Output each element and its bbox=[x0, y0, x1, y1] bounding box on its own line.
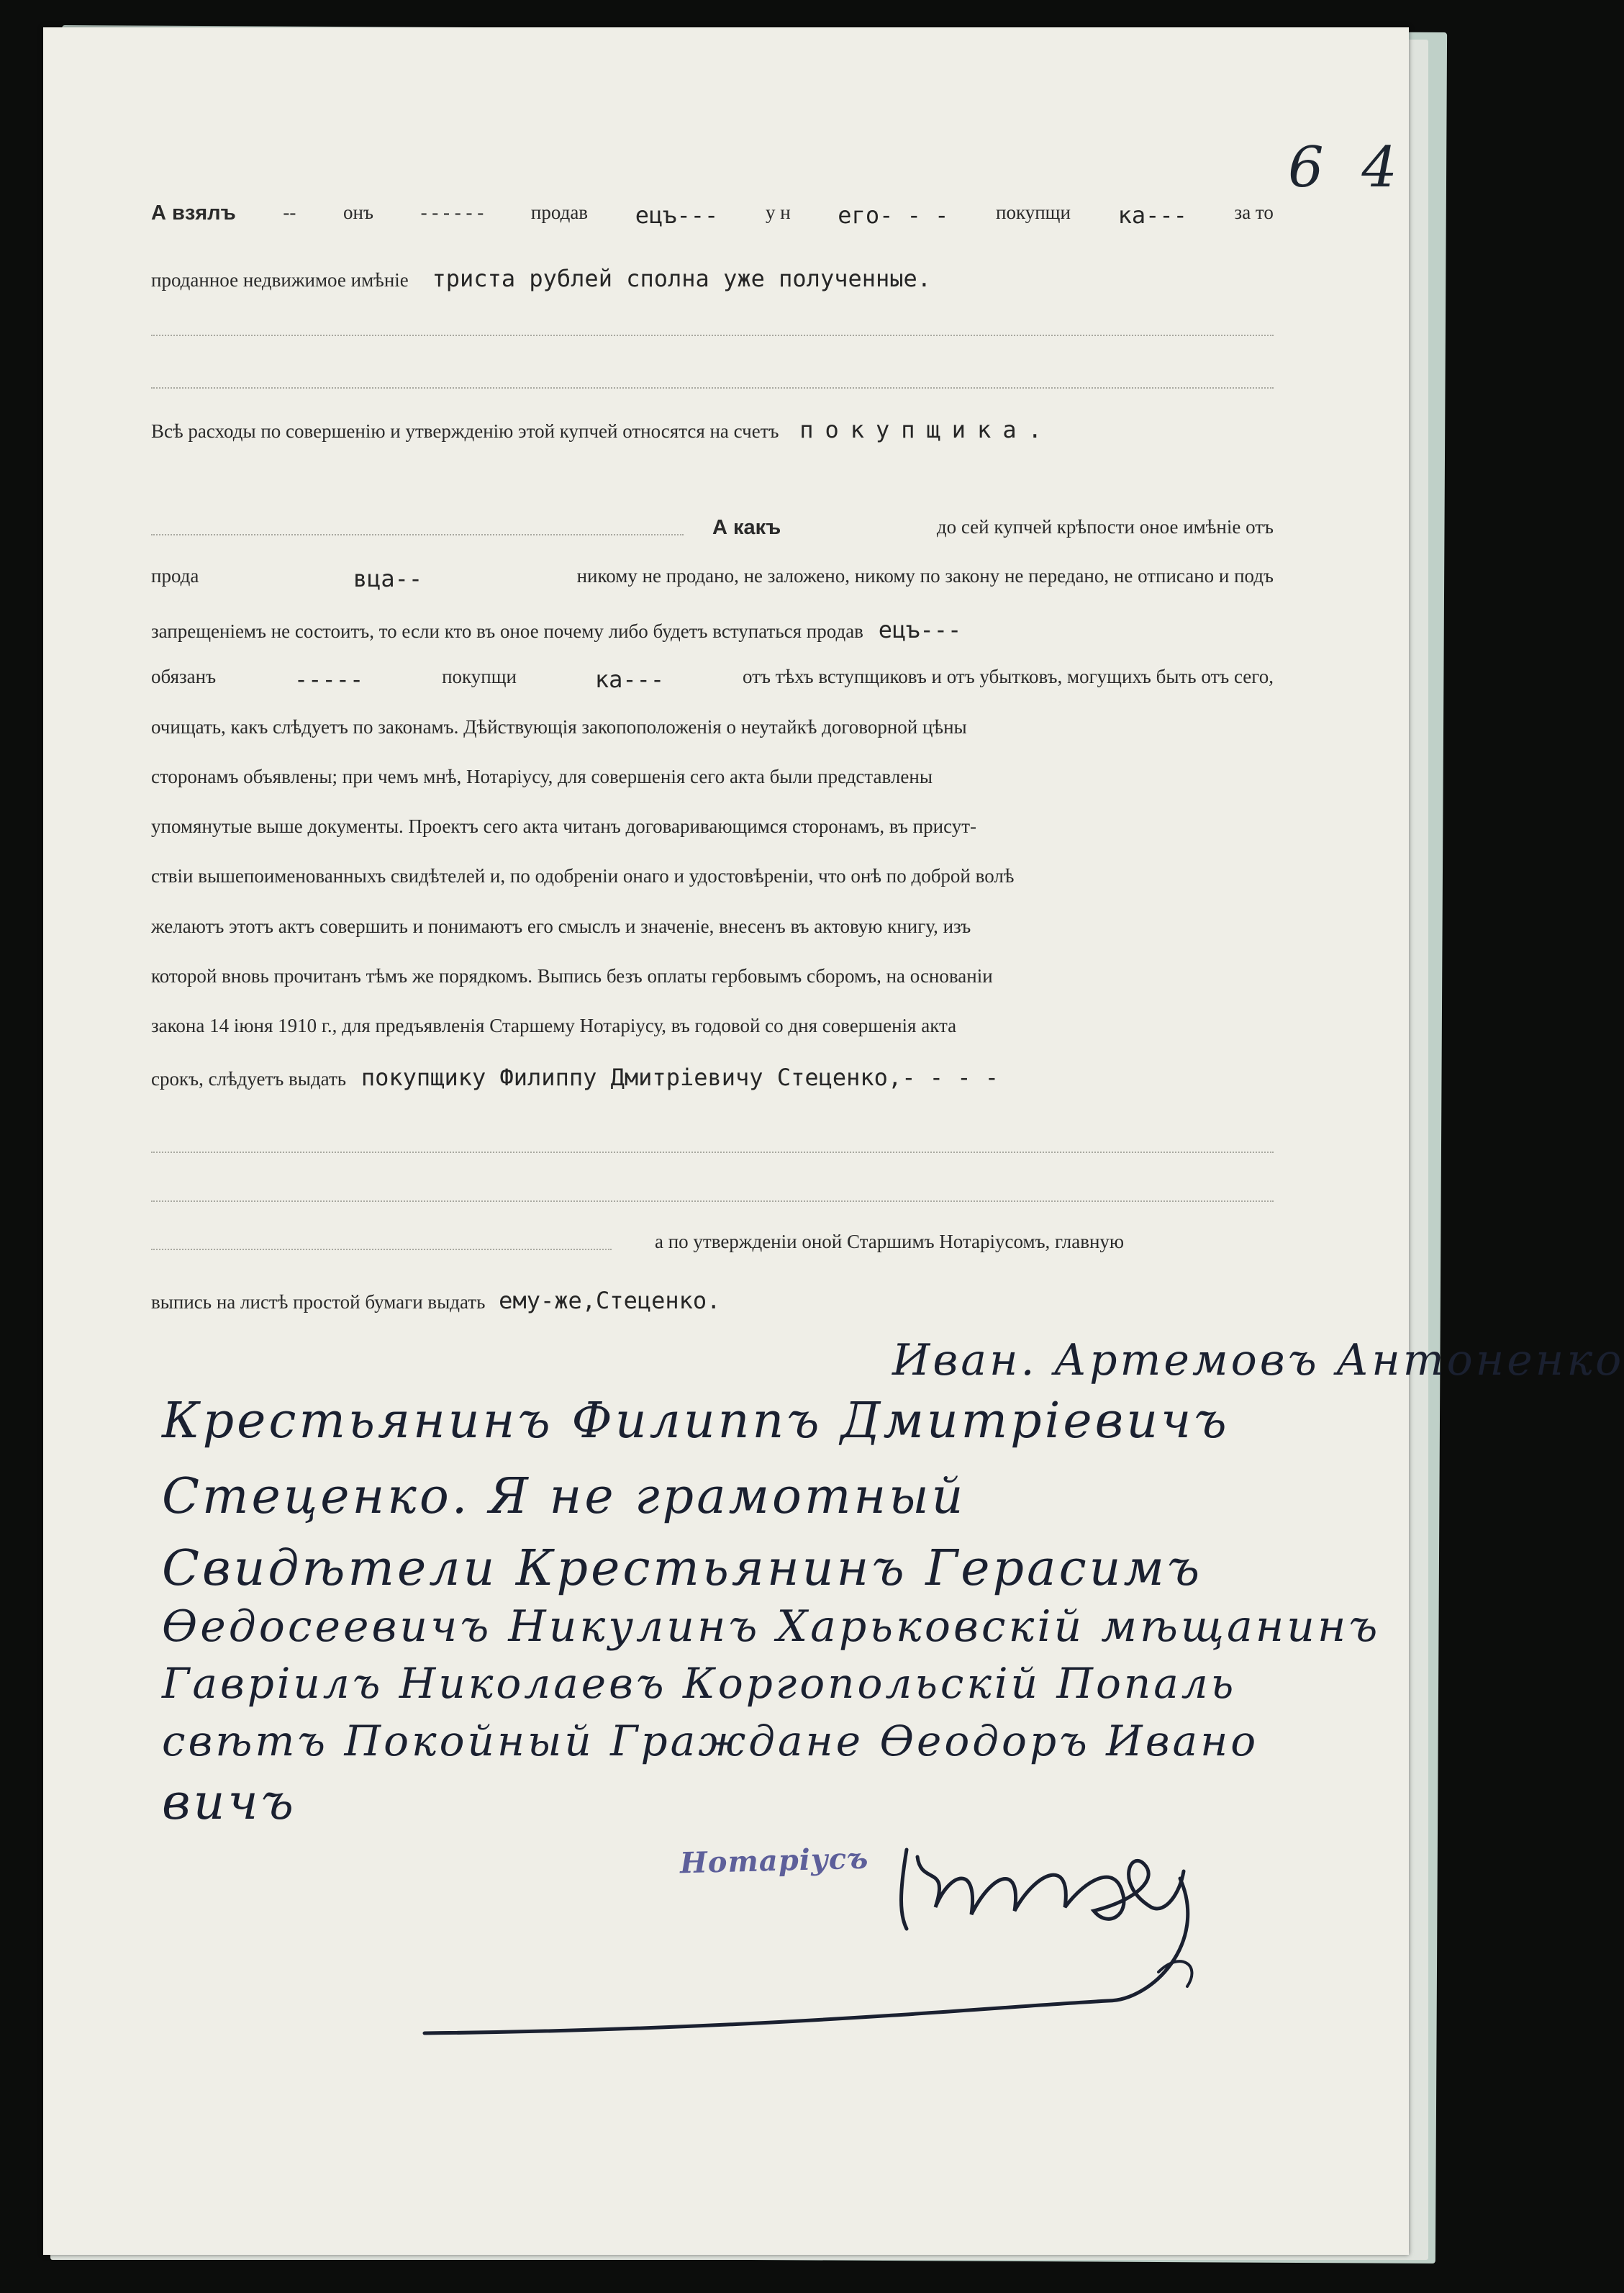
body-line5: очищать, какъ слѣдуетъ по законамъ. Дѣйствующія закопоположенія о неутайкѣ договорной цѣны bbox=[151, 716, 967, 738]
clause1-word1: онъ bbox=[343, 202, 373, 223]
clause1-line2-text: проданное недвижимое имѣніе bbox=[151, 269, 409, 291]
body-line1 bbox=[712, 516, 1274, 540]
clause1-typed1: ецъ--- bbox=[635, 202, 719, 229]
closing-line2-typed: ему-же,Стеценко. bbox=[499, 1287, 721, 1314]
dotted-rule bbox=[151, 534, 684, 535]
body-line8: ствіи вышепоименованныхъ свидѣтелей и, по одобреніи онаго и удостовѣреніи, что онѣ по доброй волѣ bbox=[151, 865, 1015, 887]
body-line1-text: до сей купчей крѣпости оное имѣніе отъ bbox=[936, 516, 1274, 538]
handwriting-line: Свидѣтели Крестьянинъ Герасимъ bbox=[162, 1540, 1203, 1597]
handwriting-line: Гавріилъ Николаевъ Коргопольскій Попаль bbox=[162, 1659, 1237, 1708]
clause1-dash1: -- bbox=[283, 202, 296, 223]
body-line2-typed: вца-- bbox=[353, 565, 423, 592]
body-line4-a: обязанъ bbox=[151, 666, 217, 687]
body-line2 bbox=[151, 565, 1274, 592]
clause1-word4: покупщи bbox=[996, 202, 1071, 223]
body-line4-b: покупщи bbox=[442, 666, 517, 687]
body-line6: сторонамъ объявлены; при чемъ мнѣ, Нотаріусу, для совершенія сего акта были представлены bbox=[151, 766, 933, 787]
body-line4 bbox=[151, 666, 1274, 693]
clause1-line2-typed: триста рублей сполна уже полученные. bbox=[432, 265, 932, 292]
dotted-rule bbox=[151, 1200, 1274, 1202]
clause1-line2 bbox=[151, 265, 1274, 292]
body-line7: упомянутые выше документы. Проектъ сего акта читанъ договаривающимся сторонамъ, въ присут- bbox=[151, 815, 976, 837]
body-line11: закона 14 іюня 1910 г., для предъявленія Старшему Нотаріусу, въ годовой со дня совершенія акта bbox=[151, 1015, 957, 1036]
dotted-rule bbox=[151, 1249, 612, 1250]
clause2-text: Всѣ расходы по совершенію и утвержденію этой купчей относятся на счетъ bbox=[151, 420, 779, 442]
body-line3 bbox=[151, 616, 1274, 643]
clause2-line bbox=[151, 416, 1317, 443]
page-number: 6 4 bbox=[1288, 135, 1408, 200]
closing-line2-a: выпись на листѣ простой бумаги выдать bbox=[151, 1291, 486, 1313]
body-line12-typed: покупщику Филиппу Дмитріевичу Стеценко,- - - - bbox=[360, 1064, 999, 1091]
body-line3-a: запрещеніемъ не состоитъ, то если кто въ оное почему либо будетъ вступаться продав bbox=[151, 620, 863, 642]
handwriting-line: Иван. Артемовъ Антоненко bbox=[892, 1335, 1624, 1385]
clause1-typed3: ка--- bbox=[1117, 202, 1187, 229]
body-line3-typed: ецъ--- bbox=[878, 616, 962, 643]
body-line4-typed1: ----- bbox=[294, 666, 364, 693]
clause1-word3: у н bbox=[765, 202, 791, 223]
clause1-lead: А взялъ bbox=[151, 202, 236, 225]
dotted-rule bbox=[151, 335, 1274, 336]
clause1-word2: продав bbox=[530, 202, 589, 223]
handwriting-line: Стеценко. Я не грамотный bbox=[162, 1468, 966, 1525]
dotted-rule bbox=[151, 387, 1274, 389]
body-lead: А какъ bbox=[712, 516, 781, 539]
body-line12-a: срокъ, слѣдуетъ выдать bbox=[151, 1068, 347, 1090]
clause2-typed: покупщика. bbox=[799, 416, 1053, 443]
body-line4-c: отъ тѣхъ вступщиковъ и отъ убытковъ, могущихъ быть отъ сего, bbox=[743, 666, 1274, 687]
body-line10: которой вновь прочитанъ тѣмъ же порядкомъ. Выпись безъ оплаты гербовымъ сборомъ, на основаніи bbox=[151, 965, 993, 987]
notary-stamp: Нотаріусъ bbox=[679, 1841, 869, 1881]
body-line12 bbox=[151, 1064, 1274, 1091]
clause1-line1 bbox=[151, 202, 1274, 229]
clause1-word5: за то bbox=[1234, 202, 1274, 223]
handwriting-line: Крестьянинъ Филиппъ Дмитріевичъ bbox=[162, 1393, 1230, 1449]
handwriting-line: Ѳедосеевичъ Никулинъ Харьковскій мѣщанинъ bbox=[162, 1601, 1381, 1652]
clause1-dash2: - - - - - - bbox=[420, 202, 484, 223]
clause1-typed2: его- - - bbox=[838, 202, 949, 229]
dotted-rule bbox=[151, 1152, 1274, 1153]
closing-line2 bbox=[151, 1287, 1274, 1314]
body-line2-b: никому не продано, не заложено, никому по закону не передано, не отписано и подъ bbox=[576, 565, 1274, 587]
body-line9: желаютъ этотъ актъ совершить и понимаютъ его смыслъ и значеніе, внесенъ въ актовую книгу, изъ bbox=[151, 915, 971, 937]
closing-line1: а по утвержденіи оной Старшимъ Нотаріусомъ, главную bbox=[655, 1231, 1125, 1252]
handwriting-line: вичъ bbox=[162, 1774, 296, 1831]
body-line4-typed2: ка--- bbox=[594, 666, 665, 693]
notary-signature bbox=[403, 1785, 1302, 2044]
body-line2-a: прода bbox=[151, 565, 199, 587]
handwriting-line: свѣтъ Покойный Граждане Ѳеодоръ Ивано bbox=[162, 1717, 1259, 1765]
